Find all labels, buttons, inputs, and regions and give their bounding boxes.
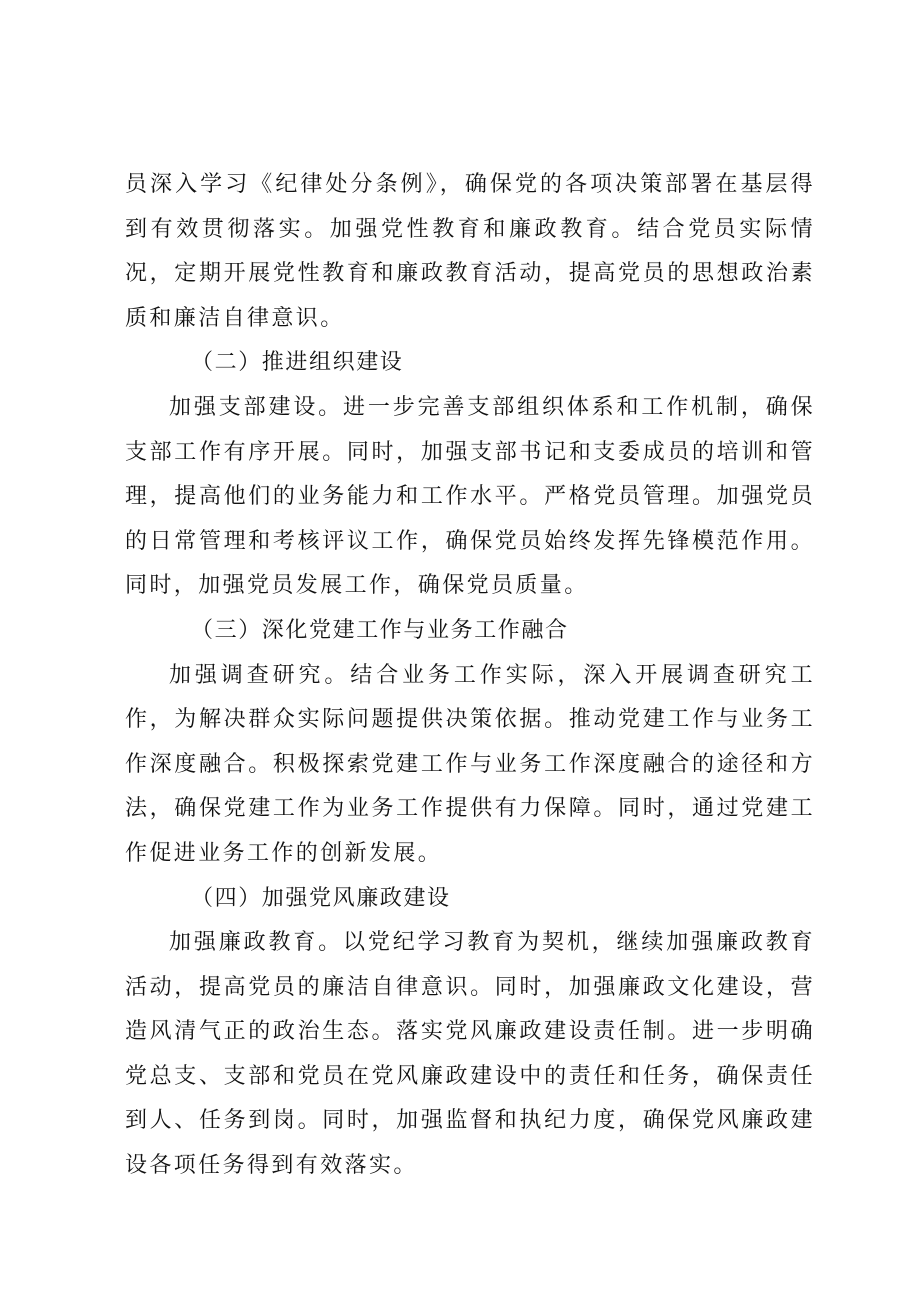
section-heading-4: （四）加强党风廉政建设: [191, 885, 451, 911]
paragraph-integrity: 加强廉政教育。以党纪学习教育为契机，继续加强廉政教育活动，提高党员的廉洁自律意识。同时，加强廉政文化建设，营造风清气正的政治生态。落实党风廉政建设责任制。进一步明确党总支、支部和党员在党风廉政建设中的责任和任务，确保责任到人、任务到岗。同时，加强监督和执纪力度，确保党风廉政建设各项任务得到有效落实。: [125, 930, 815, 1179]
paragraph-continuation: 员深入学习《纪律处分条例》，确保党的各项决策部署在基层得到有效贯彻落实。加强党性教育和廉政教育。结合党员实际情况，定期开展党性教育和廉政教育活动，提高党员的思想政治素质和廉洁自律意识。: [125, 172, 815, 331]
section-heading-2: （二）推进组织建设: [191, 350, 404, 376]
paragraph-organization: 加强支部建设。进一步完善支部组织体系和工作机制，确保支部工作有序开展。同时，加强支部书记和支委成员的培训和管理，提高他们的业务能力和工作水平。严格党员管理。加强党员的日常管理和考核评议工作，确保党员始终发挥先锋模范作用。同时，加强党员发展工作，确保党员质量。: [125, 394, 815, 599]
paragraph-integration: 加强调查研究。结合业务工作实际，深入开展调查研究工作，为解决群众实际问题提供决策依据。推动党建工作与业务工作深度融合。积极探索党建工作与业务工作深度融合的途径和方法，确保党建工作为业务工作提供有力保障。同时，通过党建工作促进业务工作的创新发展。: [125, 662, 815, 866]
document-body: [125, 163, 815, 1189]
section-heading-3: （三）深化党建工作与业务工作融合: [191, 617, 569, 643]
